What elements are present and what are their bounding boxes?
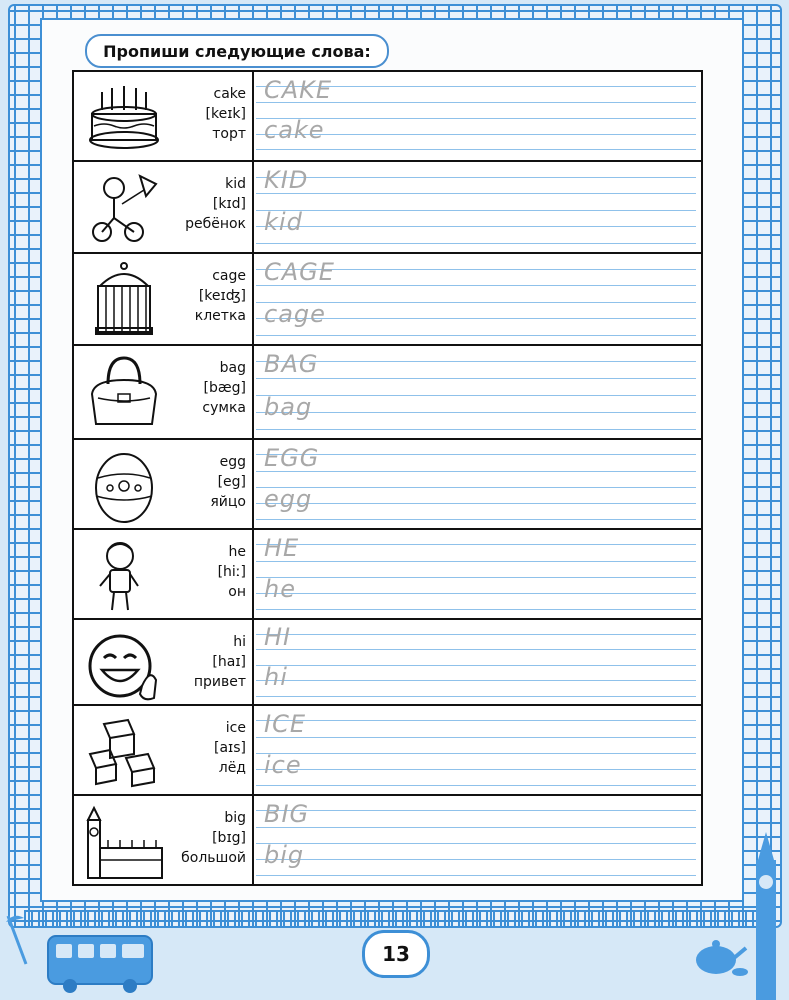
handwriting-lines [256, 620, 701, 704]
trace-lowercase: bag [264, 393, 313, 421]
word-info [206, 84, 246, 144]
word-row-egg [74, 438, 701, 528]
guide-line [256, 193, 696, 194]
picture-cell [74, 530, 254, 618]
kid-on-bicycle-icon [84, 170, 164, 246]
picture-cell [74, 440, 254, 528]
picture-cell [74, 706, 254, 794]
guide-line [256, 429, 696, 430]
picture-cell [74, 162, 254, 252]
guide-line [256, 335, 696, 336]
guide-line [256, 544, 696, 545]
guide-line [256, 609, 696, 610]
word-translation: лёд [218, 760, 246, 776]
guide-line [256, 412, 696, 413]
trace-uppercase: CAKE [264, 76, 333, 104]
guide-line [256, 487, 696, 488]
guide-line [256, 561, 696, 562]
trace-lowercase: hi [264, 663, 288, 691]
word-translation: большой [181, 850, 246, 866]
guide-line [256, 859, 696, 860]
guide-line [256, 769, 696, 770]
guide-line [256, 177, 696, 178]
word-info [218, 542, 246, 602]
word-translation: сумка [202, 400, 246, 416]
word-row-kid [74, 160, 701, 252]
word-translation: торт [212, 126, 246, 142]
page-number: 13 [362, 930, 430, 978]
guide-line [256, 395, 696, 396]
word-info [202, 358, 246, 418]
guide-line [256, 634, 696, 635]
word-transcription: [bɪg] [212, 830, 246, 846]
word-row-cake [74, 72, 701, 160]
picture-cell [74, 254, 254, 344]
trace-uppercase: BIG [264, 800, 310, 828]
word-translation: он [228, 584, 246, 600]
word-transcription: [bæg] [203, 380, 246, 396]
trace-lowercase: he [264, 575, 296, 603]
picture-cell [74, 72, 254, 160]
guide-line [256, 649, 696, 650]
trace-uppercase: EGG [264, 444, 320, 472]
trace-uppercase: CAGE [264, 258, 335, 286]
word-word: hi [233, 634, 246, 650]
picture-cell [74, 620, 254, 704]
word-word: cake [213, 86, 246, 102]
big-ben-icon [84, 804, 164, 880]
guide-line [256, 226, 696, 227]
word-word: kid [225, 176, 246, 192]
word-transcription: [kɪd] [212, 196, 246, 212]
word-info [181, 808, 246, 868]
word-row-bag [74, 344, 701, 438]
bottom-greek-key-border [24, 910, 764, 928]
word-transcription: [haɪ] [212, 654, 246, 670]
word-info [185, 174, 246, 234]
handwriting-lines [256, 796, 701, 884]
word-info [195, 266, 246, 326]
word-translation: яйцо [210, 494, 246, 510]
handwriting-lines [256, 530, 701, 618]
trace-uppercase: HI [264, 623, 292, 651]
guide-line [256, 243, 696, 244]
guide-line [256, 503, 696, 504]
guide-line [256, 149, 696, 150]
guide-line [256, 361, 696, 362]
word-word: big [224, 810, 246, 826]
word-row-cage [74, 252, 701, 344]
word-transcription: [eg] [217, 474, 246, 490]
word-word: bag [219, 360, 246, 376]
trace-lowercase: ice [264, 751, 302, 779]
handbag-icon [84, 354, 164, 430]
trace-lowercase: egg [264, 485, 313, 513]
handwriting-lines [256, 706, 701, 794]
trace-lowercase: big [264, 841, 305, 869]
guide-line [256, 378, 696, 379]
london-bus-icon [46, 930, 156, 994]
big-ben-tower-decoration-icon [748, 830, 784, 1000]
word-row-hi [74, 618, 701, 704]
word-info [194, 632, 246, 692]
trace-lowercase: cake [264, 116, 325, 144]
guide-line [256, 471, 696, 472]
word-word: cage [212, 268, 246, 284]
trace-lowercase: kid [264, 208, 303, 236]
boy-icon [84, 538, 164, 614]
word-transcription: [keɪʤ] [198, 288, 246, 304]
word-transcription: [hiː] [217, 564, 246, 580]
word-word: ice [225, 720, 246, 736]
picture-cell [74, 796, 254, 884]
guide-line [256, 720, 696, 721]
guide-line [256, 810, 696, 811]
word-row-big [74, 794, 701, 884]
handwriting-lines [256, 162, 701, 252]
umbrella-icon [4, 912, 30, 972]
birdcage-icon [84, 262, 164, 338]
word-info [210, 452, 246, 512]
word-translation: ребёнок [185, 216, 246, 232]
guide-line [256, 665, 696, 666]
guide-line [256, 577, 696, 578]
trace-uppercase: ICE [264, 710, 306, 738]
trace-lowercase: cage [264, 300, 326, 328]
exercise-heading: Пропиши следующие слова: [85, 34, 389, 68]
guide-line [256, 827, 696, 828]
guide-line [256, 696, 696, 697]
cake-icon [84, 80, 164, 156]
trace-uppercase: HE [264, 534, 300, 562]
ice-cubes-icon [84, 714, 164, 790]
word-info [214, 718, 246, 778]
guide-line [256, 843, 696, 844]
word-transcription: [keɪk] [205, 106, 246, 122]
guide-line [256, 519, 696, 520]
teapot-icon [688, 930, 750, 978]
handwriting-lines [256, 254, 701, 344]
word-word: egg [219, 454, 246, 470]
guide-line [256, 680, 696, 681]
guide-line [256, 454, 696, 455]
word-transcription: [aɪs] [214, 740, 246, 756]
handwriting-lines [256, 440, 701, 528]
word-row-he [74, 528, 701, 618]
waving-emoji-icon [84, 628, 164, 704]
easter-egg-icon [84, 448, 164, 524]
guide-line [256, 753, 696, 754]
word-translation: привет [193, 674, 246, 690]
picture-cell [74, 346, 254, 438]
guide-line [256, 210, 696, 211]
word-word: he [228, 544, 246, 560]
guide-line [256, 737, 696, 738]
trace-uppercase: KID [264, 166, 309, 194]
word-translation: клетка [194, 308, 246, 324]
handwriting-lines [256, 346, 701, 438]
word-row-ice [74, 704, 701, 794]
writing-table [72, 70, 703, 886]
handwriting-lines [256, 72, 701, 160]
guide-line [256, 785, 696, 786]
trace-uppercase: BAG [264, 350, 319, 378]
guide-line [256, 593, 696, 594]
guide-line [256, 875, 696, 876]
